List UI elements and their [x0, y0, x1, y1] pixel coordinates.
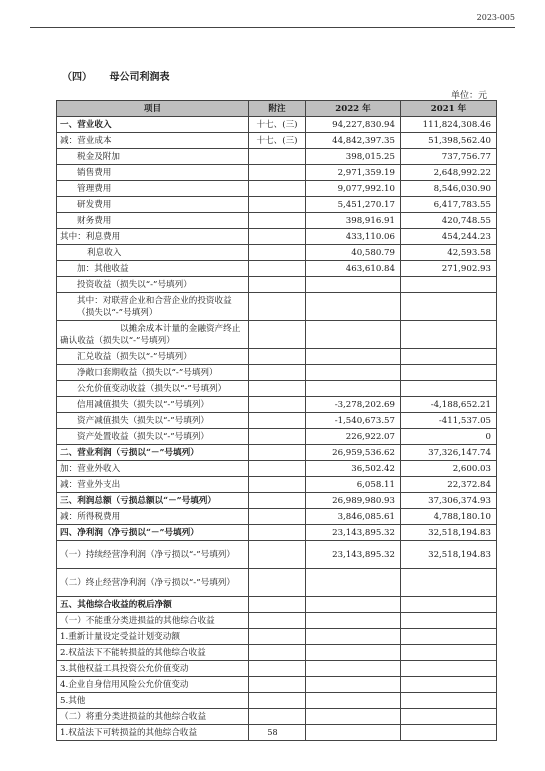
- unit-label: 单位：元: [450, 91, 487, 101]
- cell-item: 2.权益法下不能转损益的其他综合收益: [57, 645, 249, 661]
- cell-y2022: [306, 597, 401, 613]
- cell-item: 减：营业外支出: [57, 477, 249, 493]
- cell-item: 投资收益（损失以“-”号填列）: [57, 277, 249, 293]
- cell-y2021: [401, 293, 497, 321]
- cell-note: 十七、(三): [249, 133, 306, 149]
- cell-y2021: [401, 677, 497, 693]
- income-statement-table: [56, 100, 497, 741]
- table-row: [57, 645, 497, 661]
- cell-item: 净敞口套期收益（损失以“-”号填列）: [57, 365, 249, 381]
- cell-note: [249, 445, 306, 461]
- cell-y2022: [306, 661, 401, 677]
- table-row: [57, 541, 497, 569]
- table-body: [57, 117, 497, 741]
- cell-y2021: [401, 321, 497, 349]
- cell-item: 财务费用: [57, 213, 249, 229]
- table-row: [57, 165, 497, 181]
- cell-y2022: 5,451,270.17: [306, 197, 401, 213]
- cell-note: [249, 493, 306, 509]
- cell-note: [249, 149, 306, 165]
- cell-y2021: 32,518,194.83: [401, 541, 497, 569]
- column-header-note: 附注: [249, 101, 306, 117]
- cell-item: 资产减值损失（损失以“-”号填列）: [57, 413, 249, 429]
- cell-note: [249, 397, 306, 413]
- cell-y2021: [401, 645, 497, 661]
- cell-y2022: [306, 645, 401, 661]
- cell-note: [249, 413, 306, 429]
- cell-y2021: [401, 629, 497, 645]
- cell-item: 3.其他权益工具投资公允价值变动: [57, 661, 249, 677]
- table-row: [57, 261, 497, 277]
- cell-item: 公允价值变动收益（损失以“-”号填列）: [57, 381, 249, 397]
- cell-item: 其中：对联营企业和合营企业的投资收益（损失以“-”号填列）: [57, 293, 249, 321]
- cell-note: [249, 525, 306, 541]
- table-row: [57, 709, 497, 725]
- table-header-row: [57, 101, 497, 117]
- cell-item: 四、净利润（净亏损以“－”号填列）: [57, 525, 249, 541]
- page-number: 58: [267, 728, 278, 737]
- table-row: [57, 493, 497, 509]
- column-header-2022: 2022 年: [306, 101, 401, 117]
- cell-note: [249, 693, 306, 709]
- table-row: [57, 461, 497, 477]
- cell-y2022: [306, 693, 401, 709]
- cell-item: 4.企业自身信用风险公允价值变动: [57, 677, 249, 693]
- cell-y2022: 463,610.84: [306, 261, 401, 277]
- cell-y2021: [401, 277, 497, 293]
- cell-y2021: 8,546,030.90: [401, 181, 497, 197]
- cell-y2021: 271,902.93: [401, 261, 497, 277]
- cell-y2022: [306, 709, 401, 725]
- cell-y2022: [306, 277, 401, 293]
- cell-note: [249, 509, 306, 525]
- cell-item: 税金及附加: [57, 149, 249, 165]
- cell-y2022: 2,971,359.19: [306, 165, 401, 181]
- cell-item: 减：营业成本: [57, 133, 249, 149]
- table-row: [57, 245, 497, 261]
- document-code: 2023-005: [476, 13, 515, 22]
- table-row: [57, 397, 497, 413]
- cell-item: （二）终止经营净利润（净亏损以“-”号填列）: [57, 569, 249, 597]
- cell-y2022: 23,143,895.32: [306, 541, 401, 569]
- cell-y2022: 26,959,536.62: [306, 445, 401, 461]
- table-row: [57, 149, 497, 165]
- cell-y2022: [306, 321, 401, 349]
- header-rule: [30, 27, 515, 28]
- cell-item: 5.其他: [57, 693, 249, 709]
- table-row: [57, 117, 497, 133]
- cell-note: [249, 293, 306, 321]
- table-row: [57, 197, 497, 213]
- cell-note: [249, 321, 306, 349]
- section-title-text: 母公司利润表: [109, 72, 170, 83]
- table-row: [57, 525, 497, 541]
- cell-y2021: 111,824,308.46: [401, 117, 497, 133]
- table-row: [57, 445, 497, 461]
- cell-y2021: 6,417,783.55: [401, 197, 497, 213]
- table-row: [57, 349, 497, 365]
- cell-y2021: [401, 365, 497, 381]
- cell-y2022: [306, 365, 401, 381]
- cell-note: [249, 461, 306, 477]
- cell-y2022: -3,278,202.69: [306, 397, 401, 413]
- cell-item: 1.权益法下可转损益的其他综合收益: [57, 725, 249, 741]
- cell-note: [249, 569, 306, 597]
- cell-y2022: 44,842,397.35: [306, 133, 401, 149]
- section-title: [62, 68, 169, 83]
- cell-note: [249, 349, 306, 365]
- cell-y2022: [306, 629, 401, 645]
- cell-y2022: [306, 613, 401, 629]
- column-header-2021: 2021 年: [401, 101, 497, 117]
- cell-y2022: 398,916.91: [306, 213, 401, 229]
- cell-item: 汇兑收益（损失以“-”号填列）: [57, 349, 249, 365]
- cell-y2021: [401, 349, 497, 365]
- cell-note: [249, 277, 306, 293]
- cell-item: 二、营业利润（亏损以“－”号填列）: [57, 445, 249, 461]
- cell-item: 利息收入: [57, 245, 249, 261]
- cell-y2022: 9,077,992.10: [306, 181, 401, 197]
- cell-y2022: 433,110.06: [306, 229, 401, 245]
- cell-note: [249, 645, 306, 661]
- table-row: [57, 181, 497, 197]
- cell-note: [249, 597, 306, 613]
- table-row: [57, 321, 497, 349]
- cell-item: 其中：利息费用: [57, 229, 249, 245]
- table-row: [57, 229, 497, 245]
- cell-item: 销售费用: [57, 165, 249, 181]
- cell-item: （二）将重分类进损益的其他综合收益: [57, 709, 249, 725]
- cell-item: 三、利润总额（亏损总额以“－”号填列）: [57, 493, 249, 509]
- cell-y2022: [306, 381, 401, 397]
- cell-y2021: [401, 381, 497, 397]
- cell-y2021: [401, 661, 497, 677]
- cell-y2022: 398,015.25: [306, 149, 401, 165]
- cell-y2022: 226,922.07: [306, 429, 401, 445]
- table-row: [57, 569, 497, 597]
- cell-item: 管理费用: [57, 181, 249, 197]
- cell-item: 五、其他综合收益的税后净额: [57, 597, 249, 613]
- cell-note: [249, 613, 306, 629]
- table-row: [57, 629, 497, 645]
- cell-note: [249, 181, 306, 197]
- table-row: [57, 277, 497, 293]
- cell-y2021: 51,398,562.40: [401, 133, 497, 149]
- section-number: （四）: [62, 72, 92, 83]
- table-row: [57, 365, 497, 381]
- cell-y2022: 94,227,830.94: [306, 117, 401, 133]
- cell-y2021: 4,788,180.10: [401, 509, 497, 525]
- cell-y2022: 40,580.79: [306, 245, 401, 261]
- cell-note: [249, 661, 306, 677]
- cell-item: （一）不能重分类进损益的其他综合收益: [57, 613, 249, 629]
- cell-y2021: 454,244.23: [401, 229, 497, 245]
- cell-y2021: [401, 693, 497, 709]
- cell-y2022: [306, 349, 401, 365]
- cell-item: 1.重新计量设定受益计划变动额: [57, 629, 249, 645]
- cell-note: [249, 229, 306, 245]
- cell-note: [249, 213, 306, 229]
- cell-note: [249, 629, 306, 645]
- table-row: [57, 133, 497, 149]
- table-row: [57, 677, 497, 693]
- table-row: [57, 413, 497, 429]
- cell-y2021: [401, 597, 497, 613]
- cell-y2021: 2,648,992.22: [401, 165, 497, 181]
- cell-y2021: -411,537.05: [401, 413, 497, 429]
- table-row: [57, 429, 497, 445]
- cell-item: 减：所得税费用: [57, 509, 249, 525]
- column-header-item: 项目: [57, 101, 249, 117]
- cell-note: [249, 381, 306, 397]
- cell-note: [249, 165, 306, 181]
- cell-item: 一、营业收入: [57, 117, 249, 133]
- cell-y2022: -1,540,673.57: [306, 413, 401, 429]
- cell-y2021: 37,326,147.74: [401, 445, 497, 461]
- cell-item: 加：其他收益: [57, 261, 249, 277]
- cell-note: [249, 365, 306, 381]
- cell-y2021: 2,600.03: [401, 461, 497, 477]
- cell-y2021: 42,593.58: [401, 245, 497, 261]
- table-row: [57, 381, 497, 397]
- cell-y2022: 36,502.42: [306, 461, 401, 477]
- cell-item: 信用减值损失（损失以“-”号填列）: [57, 397, 249, 413]
- cell-y2021: 22,372.84: [401, 477, 497, 493]
- cell-y2021: [401, 613, 497, 629]
- cell-y2022: 6,058.11: [306, 477, 401, 493]
- cell-y2021: 737,756.77: [401, 149, 497, 165]
- table-row: [57, 613, 497, 629]
- cell-y2021: [401, 569, 497, 597]
- cell-note: [249, 245, 306, 261]
- cell-y2022: 3,846,085.61: [306, 509, 401, 525]
- cell-note: [249, 477, 306, 493]
- table-row: [57, 509, 497, 525]
- cell-y2021: 420,748.55: [401, 213, 497, 229]
- cell-y2022: 26,989,980.93: [306, 493, 401, 509]
- table-row: [57, 597, 497, 613]
- cell-note: [249, 429, 306, 445]
- cell-item: 研发费用: [57, 197, 249, 213]
- cell-y2021: 37,306,374.93: [401, 493, 497, 509]
- cell-y2022: [306, 293, 401, 321]
- cell-note: 十七、(三): [249, 117, 306, 133]
- cell-note: [249, 709, 306, 725]
- cell-note: [249, 197, 306, 213]
- table-row: [57, 213, 497, 229]
- cell-item: （一）持续经营净利润（净亏损以“-”号填列）: [57, 541, 249, 569]
- cell-item: 加：营业外收入: [57, 461, 249, 477]
- cell-y2021: 0: [401, 429, 497, 445]
- cell-note: [249, 541, 306, 569]
- cell-y2021: [401, 709, 497, 725]
- table-row: [57, 693, 497, 709]
- cell-y2022: [306, 569, 401, 597]
- cell-note: [249, 261, 306, 277]
- cell-item: 以摊余成本计量的金融资产终止确认收益（损失以“-”号填列）: [57, 321, 249, 349]
- table-row: [57, 477, 497, 493]
- cell-y2021: -4,188,652.21: [401, 397, 497, 413]
- cell-y2022: [306, 677, 401, 693]
- cell-item: 资产处置收益（损失以“-”号填列）: [57, 429, 249, 445]
- cell-y2021: 32,518,194.83: [401, 525, 497, 541]
- table-row: [57, 661, 497, 677]
- cell-note: [249, 677, 306, 693]
- cell-y2022: 23,143,895.32: [306, 525, 401, 541]
- table-row: [57, 293, 497, 321]
